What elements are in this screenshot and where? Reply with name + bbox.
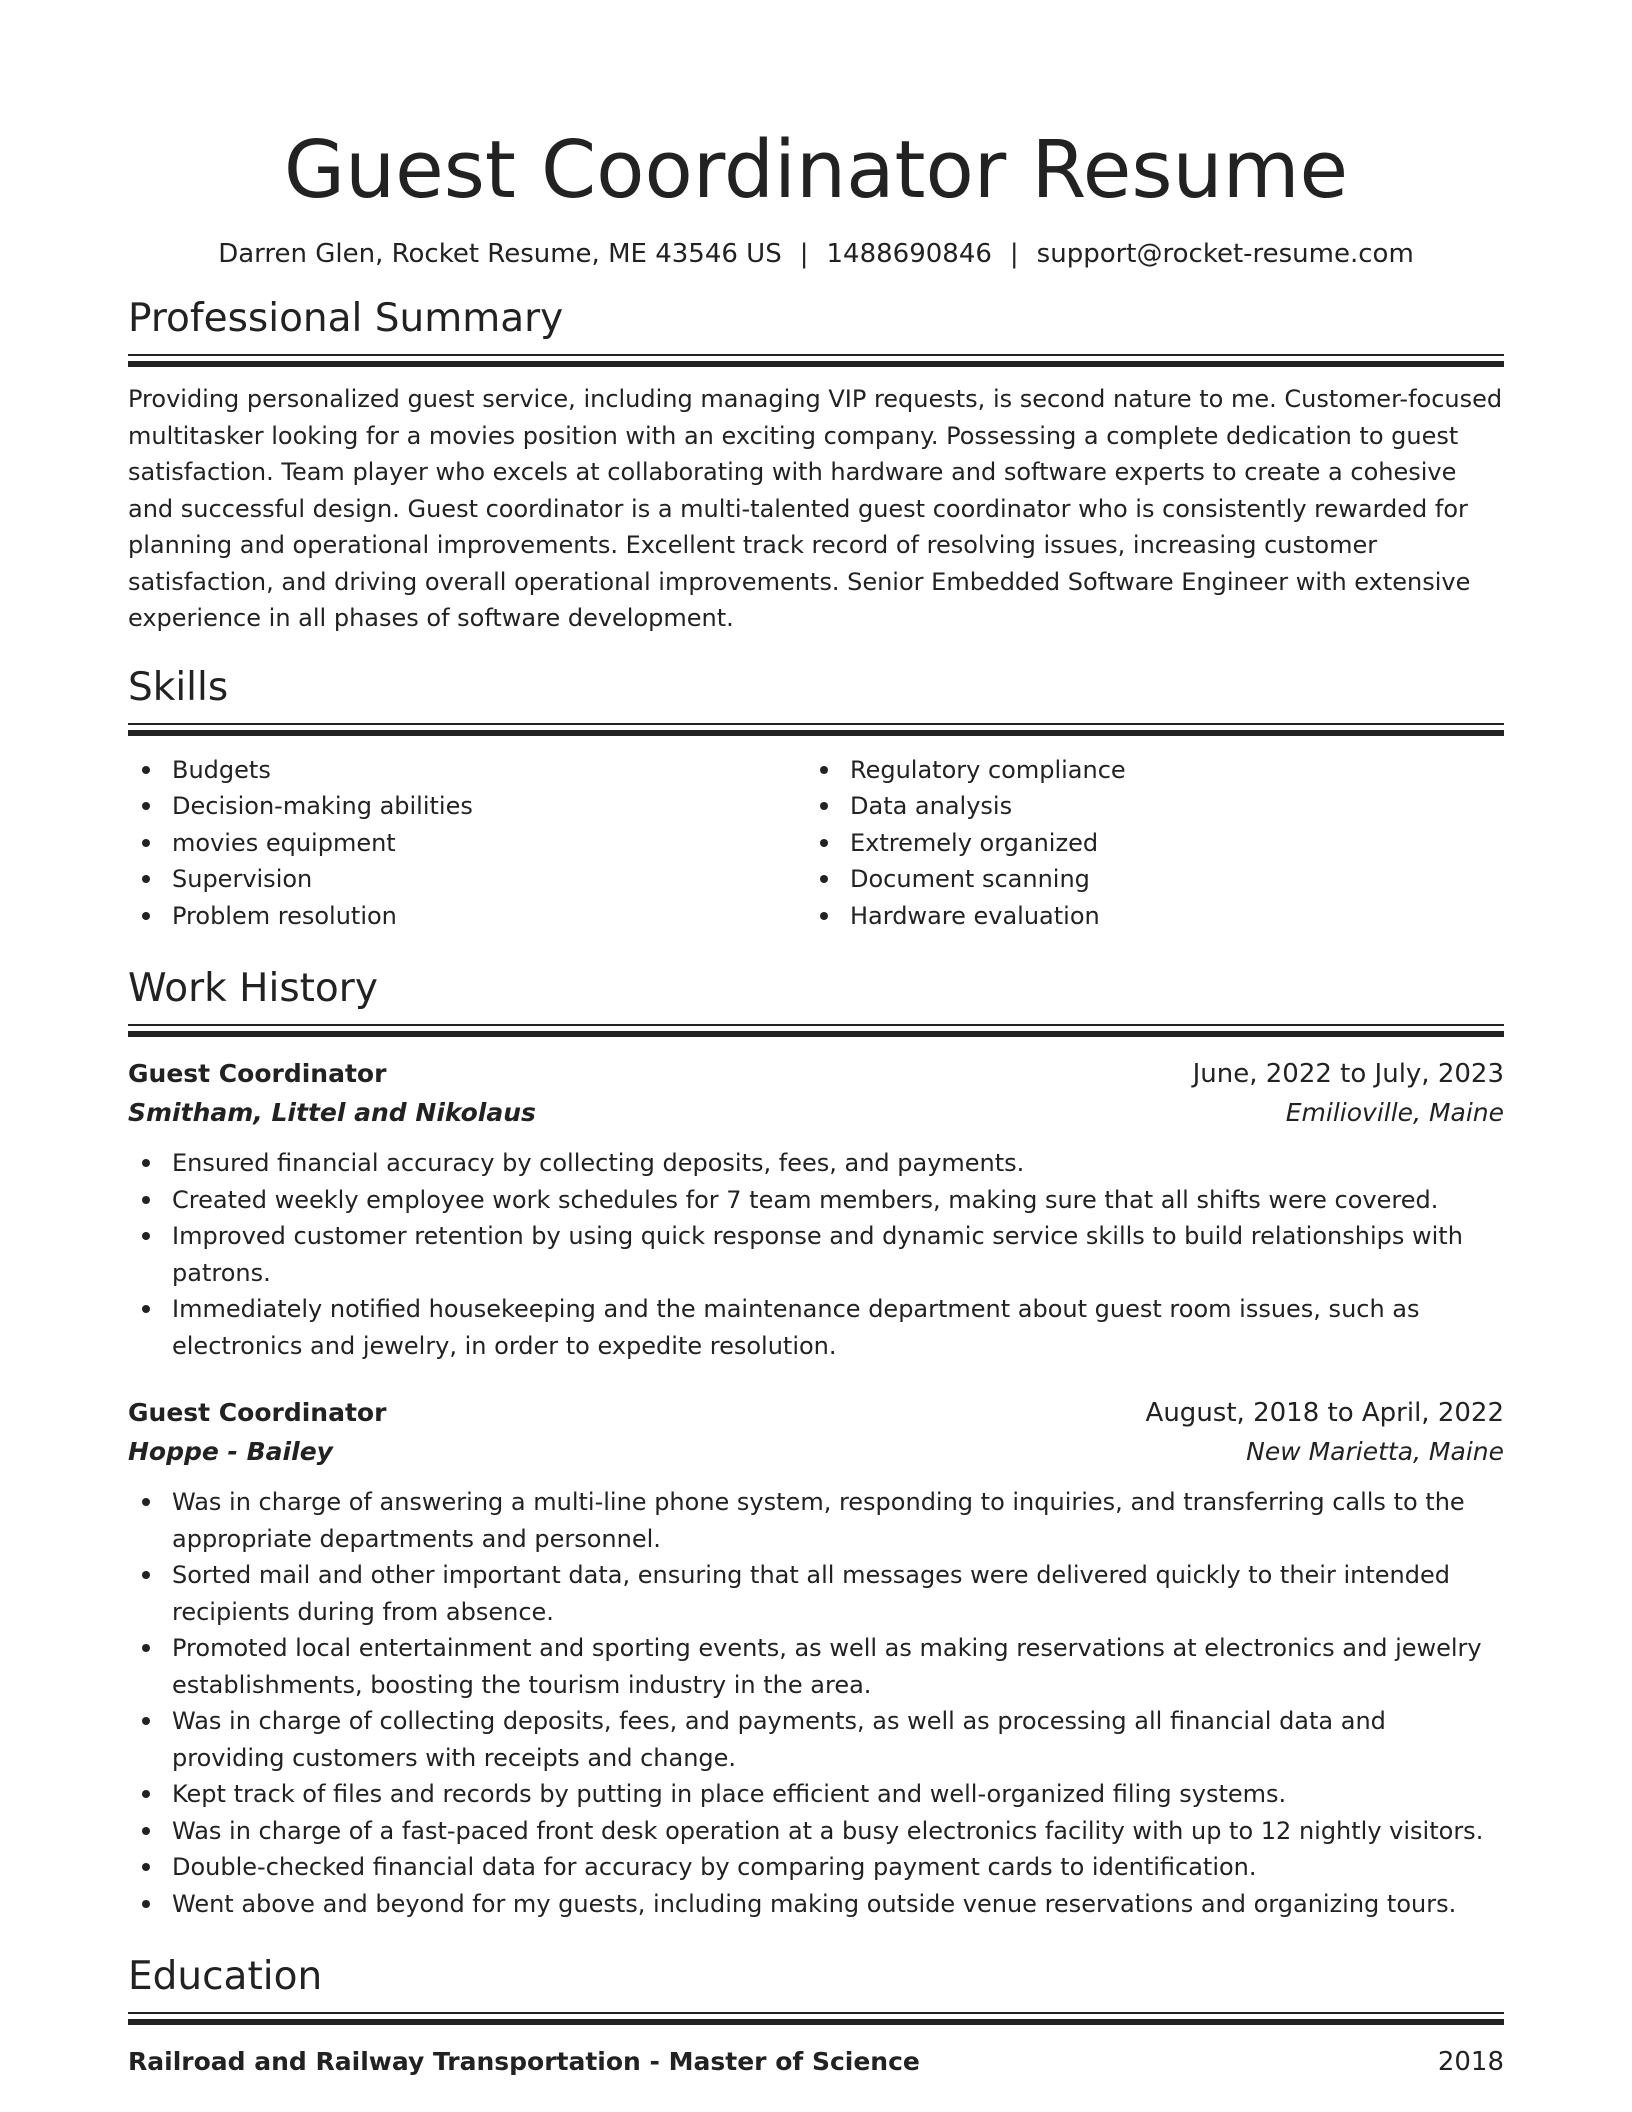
resume-page bbox=[128, 0, 1504, 2081]
skills-column-right bbox=[806, 752, 1484, 935]
job-bullet: Was in charge of answering a multi-line phone system, responding to inquiries, and transferring calls to the appropriate departments and personnel. bbox=[128, 1484, 1504, 1557]
bullet-icon bbox=[142, 1863, 150, 1871]
bullet-icon bbox=[142, 875, 150, 883]
summary-section bbox=[128, 294, 1504, 637]
section-heading-work-history: Work History bbox=[128, 966, 378, 1011]
skill-item: Decision-making abilities bbox=[128, 788, 806, 825]
contact-separator: | bbox=[1009, 239, 1019, 269]
section-divider bbox=[128, 1024, 1504, 1037]
bullet-icon bbox=[142, 1196, 150, 1204]
bullet-icon bbox=[820, 766, 828, 774]
skill-item: Data analysis bbox=[806, 788, 1484, 825]
education-degree: Railroad and Railway Transportation - Master of Science bbox=[128, 2047, 920, 2076]
skill-item: Extremely organized bbox=[806, 825, 1484, 862]
bullet-icon bbox=[142, 1232, 150, 1240]
skill-item: Budgets bbox=[128, 752, 806, 789]
job-bullet: Immediately notified housekeeping and the maintenance department about guest room issues, such as electronics and jewelry, in order to expedite resolution. bbox=[128, 1291, 1504, 1364]
bullet-icon bbox=[142, 1159, 150, 1167]
job-company: Smitham, Littel and Nikolaus bbox=[128, 1098, 536, 1127]
bullet-icon bbox=[142, 1790, 150, 1798]
contact-email: support@rocket-resume.com bbox=[1036, 239, 1414, 269]
section-heading-skills: Skills bbox=[128, 664, 229, 710]
bullet-icon bbox=[142, 1644, 150, 1652]
job-header-row bbox=[128, 1055, 1504, 1093]
bullet-icon bbox=[142, 1717, 150, 1725]
skill-item: Problem resolution bbox=[128, 898, 806, 935]
bullet-icon bbox=[142, 1498, 150, 1506]
job-title: Guest Coordinator bbox=[128, 1398, 387, 1427]
job-company-row bbox=[128, 1432, 1504, 1472]
education-year: 2018 bbox=[1437, 2047, 1504, 2077]
bullet-icon bbox=[820, 839, 828, 847]
job-company-row bbox=[128, 1093, 1504, 1133]
skill-item: movies equipment bbox=[128, 825, 806, 862]
section-divider bbox=[128, 354, 1504, 367]
job-bullet: Created weekly employee work schedules for 7 team members, making sure that all shifts were covered. bbox=[128, 1182, 1504, 1219]
bullet-icon bbox=[142, 912, 150, 920]
job-bullet: Ensured financial accuracy by collecting deposits, fees, and payments. bbox=[128, 1145, 1504, 1182]
bullet-icon bbox=[142, 1827, 150, 1835]
bullet-icon bbox=[820, 802, 828, 810]
job-bullet: Sorted mail and other important data, ensuring that all messages were delivered quickly to their intended recipients during from absence. bbox=[128, 1557, 1504, 1630]
bullet-icon bbox=[820, 875, 828, 883]
job-entry bbox=[128, 1055, 1504, 1364]
job-entry bbox=[128, 1394, 1504, 1922]
job-bullet: Was in charge of a fast-paced front desk operation at a busy electronics facility with up to 12 nightly visitors. bbox=[128, 1813, 1504, 1850]
summary-text: Providing personalized guest service, including managing VIP requests, is second nature to me. Customer-focused multitasker looking for a movies position with an exciting company. Possessing a complete dedication to guest satisfaction. Team player who excels at collaborating with hardware and software experts to create a cohesive and successful design. Guest coordinator is a multi-talented guest coordinator who is consistently rewarded for planning and operational improvements. Excellent track record of resolving issues, increasing customer satisfaction, and driving overall operational improvements. Senior Embedded Software Engineer with extensive experience in all phases of software development. bbox=[128, 385, 1503, 632]
job-bullet: Promoted local entertainment and sporting events, as well as making reservations at electronics and jewelry establishments, boosting the tourism industry in the area. bbox=[128, 1630, 1504, 1703]
resume-title: Guest Coordinator Resume bbox=[283, 124, 1349, 216]
education-section bbox=[128, 1952, 1504, 2081]
skill-item: Supervision bbox=[128, 861, 806, 898]
education-row bbox=[128, 2043, 1504, 2081]
contact-line bbox=[128, 236, 1504, 272]
bullet-icon bbox=[142, 1900, 150, 1908]
bullet-icon bbox=[142, 839, 150, 847]
job-company: Hoppe - Bailey bbox=[128, 1437, 333, 1466]
bullet-icon bbox=[820, 912, 828, 920]
bullet-icon bbox=[142, 1305, 150, 1313]
skills-column-left bbox=[128, 752, 806, 935]
job-title: Guest Coordinator bbox=[128, 1059, 387, 1088]
job-dates: June, 2022 to July, 2023 bbox=[1192, 1059, 1504, 1089]
contact-address: Darren Glen, Rocket Resume, ME 43546 US bbox=[218, 239, 782, 269]
job-bullet: Was in charge of collecting deposits, fees, and payments, as well as processing all financial data and providing customers with receipts and change. bbox=[128, 1703, 1504, 1776]
skill-item: Hardware evaluation bbox=[806, 898, 1484, 935]
work-history-section bbox=[128, 964, 1504, 1922]
job-bullet: Kept track of files and records by putting in place efficient and well-organized filing systems. bbox=[128, 1776, 1504, 1813]
job-header-row bbox=[128, 1394, 1504, 1432]
section-heading-summary: Professional Summary bbox=[128, 296, 564, 341]
bullet-icon bbox=[142, 802, 150, 810]
job-location: Emilioville, Maine bbox=[1285, 1098, 1504, 1127]
bullet-icon bbox=[142, 1571, 150, 1579]
job-bullets bbox=[128, 1145, 1504, 1364]
contact-separator: | bbox=[799, 239, 809, 269]
skills-section bbox=[128, 663, 1504, 935]
job-bullet: Double-checked financial data for accuracy by comparing payment cards to identification. bbox=[128, 1849, 1504, 1886]
job-location: New Marietta, Maine bbox=[1246, 1437, 1504, 1466]
skill-item: Document scanning bbox=[806, 861, 1484, 898]
job-bullet: Improved customer retention by using quick response and dynamic service skills to build relationships with patrons. bbox=[128, 1218, 1504, 1291]
job-bullet: Went above and beyond for my guests, including making outside venue reservations and organizing tours. bbox=[128, 1886, 1504, 1923]
skills-columns bbox=[128, 752, 1504, 935]
skill-item: Regulatory compliance bbox=[806, 752, 1484, 789]
section-divider bbox=[128, 723, 1504, 736]
contact-phone: 1488690846 bbox=[826, 239, 992, 269]
job-dates: August, 2018 to April, 2022 bbox=[1145, 1398, 1504, 1428]
section-divider bbox=[128, 2012, 1504, 2025]
job-bullets bbox=[128, 1484, 1504, 1922]
bullet-icon bbox=[142, 766, 150, 774]
section-heading-education: Education bbox=[128, 1954, 323, 1999]
